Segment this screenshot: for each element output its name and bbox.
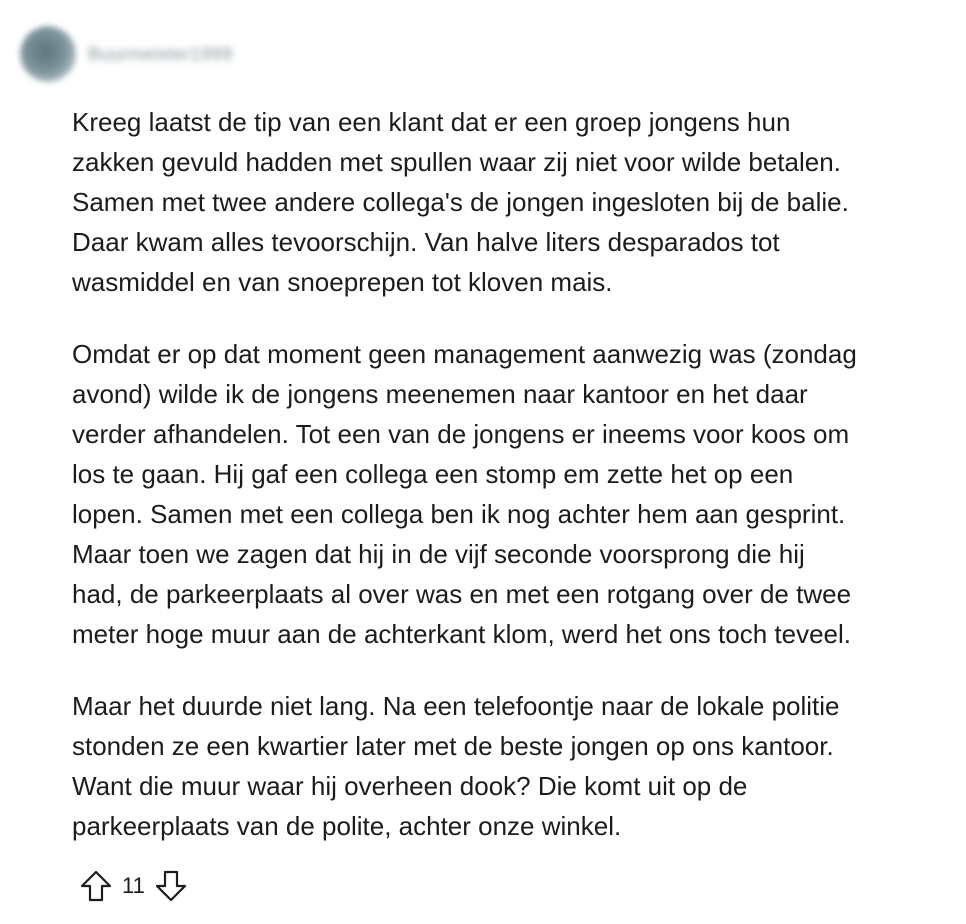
upvote-button[interactable]	[76, 866, 116, 906]
comment-paragraph-3: Maar het duurde niet lang. Na een telefoontje naar de lokale politie stonden ze een kwartier later met de beste jongen op ons kantoor. Want die muur waar hij overheen dook? Die komt uit op de parkeerplaats van de polite, achter onze winkel.	[72, 691, 840, 841]
downvote-arrow-icon	[153, 868, 189, 904]
comment-body	[72, 102, 952, 878]
avatar[interactable]	[20, 26, 76, 82]
username[interactable]: Buurmeister1999	[88, 43, 233, 64]
comment-paragraph-2: Omdat er op dat moment geen management aanwezig was (zondag avond) wilde ik de jongens meenemen naar kantoor en het daar verder afhandelen. Tot een van de jongens er ineems voor koos om los te gaan. Hij gaf een collega een stomp em zette het op een lopen. Samen met een collega ben ik nog achter hem aan gesprint. Maar toen we zagen dat hij in de vijf seconde voorsprong die hij had, de parkeerplaats al over was en met een rotgang over de twee meter hoge muur aan de achterkant klom, werd het ons toch teveel.	[72, 339, 857, 649]
vote-bar	[76, 866, 191, 906]
vote-count: 11	[122, 873, 145, 898]
comment-header	[20, 24, 233, 84]
upvote-arrow-icon	[78, 868, 114, 904]
downvote-button[interactable]	[151, 866, 191, 906]
comment-paragraph-1: Kreeg laatst de tip van een klant dat er een groep jongens hun zakken gevuld hadden met spullen waar zij niet voor wilde betalen. Samen met twee andere collega's de jongen ingesloten bij de balie. Daar kwam alles tevoorschijn. Van halve liters desparados tot wasmiddel en van snoeprepen tot kloven mais.	[72, 107, 849, 297]
